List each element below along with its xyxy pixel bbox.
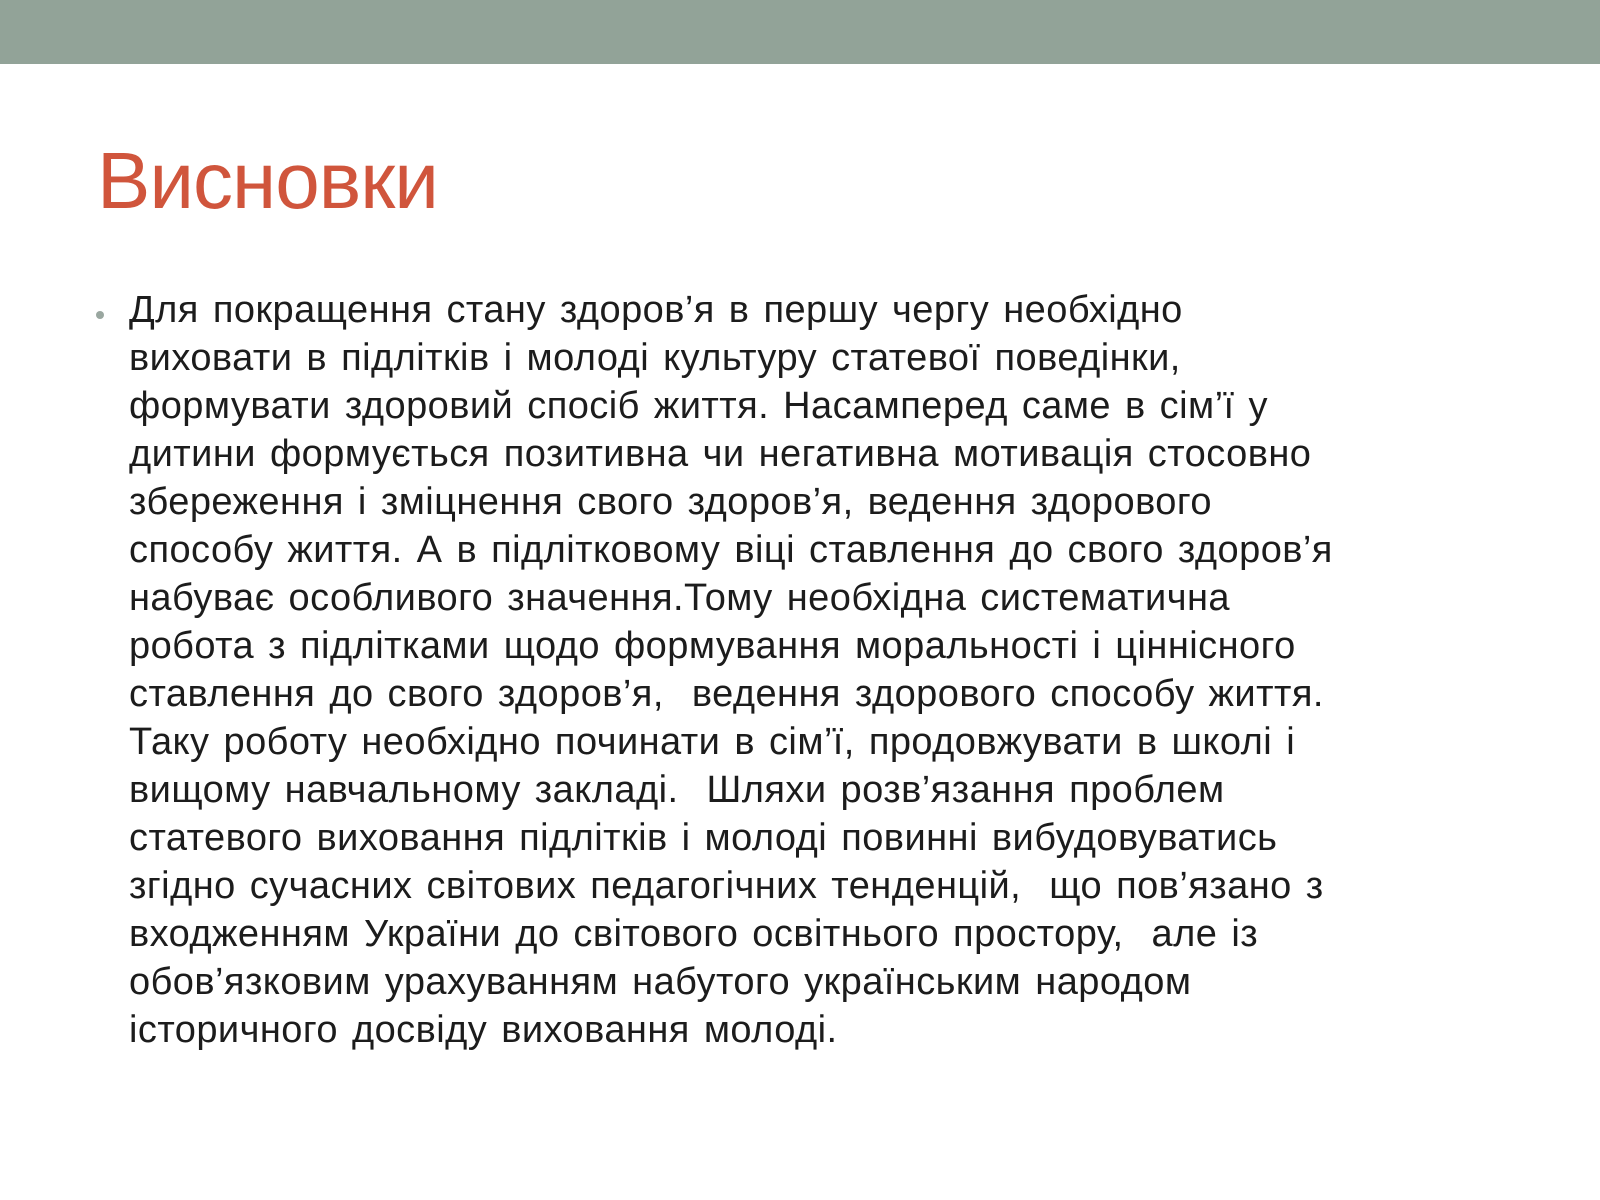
body-line: історичного досвіду виховання молоді. bbox=[129, 1009, 838, 1051]
body-line: ставлення до свого здоров’я, ведення здорового способу життя. bbox=[129, 673, 1324, 715]
body-line: Таку роботу необхідно починати в сім’ї, продовжувати в школі і bbox=[129, 721, 1296, 763]
slide-title: Висновки bbox=[97, 136, 438, 225]
body-line: вищому навчальному закладі. Шляхи розв’язання проблем bbox=[129, 769, 1225, 811]
body-line: набуває особливого значення.Тому необхідна систематична bbox=[129, 577, 1230, 619]
body-line: входженням України до світового освітнього простору, але із bbox=[129, 913, 1259, 955]
body-line: виховати в підлітків і молоді культуру статевої поведінки, bbox=[129, 337, 1181, 379]
bullet-text bbox=[129, 286, 1486, 1054]
slide-body bbox=[96, 286, 1486, 1054]
body-line: формувати здоровий спосіб життя. Насамперед саме в сім’ї у bbox=[129, 385, 1268, 427]
body-line: робота з підлітками щодо формування моральності і ціннісного bbox=[129, 625, 1296, 667]
bullet-item bbox=[96, 286, 1486, 1054]
body-line: обов’язковим урахуванням набутого українським народом bbox=[129, 961, 1192, 1003]
body-line: способу життя. А в підлітковому віці ставлення до свого здоров’я bbox=[129, 529, 1333, 571]
body-line: статевого виховання підлітків і молоді повинні вибудовуватись bbox=[129, 817, 1278, 859]
top-accent-bar bbox=[0, 0, 1600, 64]
body-line: дитини формується позитивна чи негативна мотивація стосовно bbox=[129, 433, 1312, 475]
bullet-dot-icon bbox=[96, 311, 104, 319]
body-line: збереження і зміцнення свого здоров’я, ведення здорового bbox=[129, 481, 1212, 523]
body-line: згідно сучасних світових педагогічних тенденцій, що пов’язано з bbox=[129, 865, 1324, 907]
body-line: Для покращення стану здоров’я в першу чергу необхідно bbox=[129, 289, 1183, 331]
